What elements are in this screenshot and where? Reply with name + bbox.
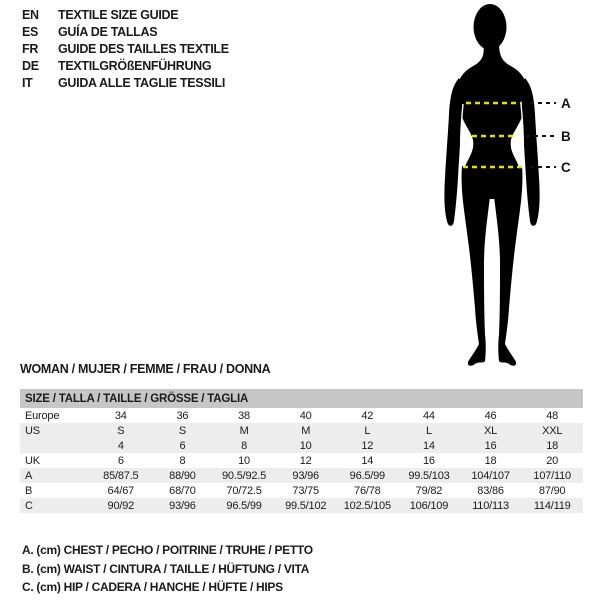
size-cell: 34 xyxy=(114,409,127,422)
size-table-row xyxy=(20,483,583,498)
legend-line: C. (cm) HIP / CADERA / HANCHE / HÜFTE / HIPS xyxy=(22,580,283,594)
size-cell: 68/70 xyxy=(169,484,196,497)
measure-label-c: C xyxy=(561,160,571,175)
size-cell: M xyxy=(301,424,311,437)
size-cell: 90/92 xyxy=(107,499,135,512)
size-cell: 99.5/103 xyxy=(408,469,450,482)
size-cell: 85/87.5 xyxy=(103,469,139,482)
size-cell: 79/82 xyxy=(415,484,443,497)
size-cell: 36 xyxy=(176,409,189,422)
size-table xyxy=(20,389,583,513)
lang-label: GUÍA DE TALLAS xyxy=(58,25,158,39)
size-cell: 6 xyxy=(117,454,124,467)
size-cell: L xyxy=(425,424,432,437)
lang-label: TEXTILE SIZE GUIDE xyxy=(58,8,179,22)
gender-section-heading: WOMAN / MUJER / FEMME / FRAU / DONNA xyxy=(20,362,271,376)
row-label: A xyxy=(25,469,33,482)
size-cell: 93/96 xyxy=(292,469,319,482)
size-table-row xyxy=(20,408,583,423)
language-row xyxy=(22,58,229,75)
size-cell: 12 xyxy=(361,439,374,452)
size-cell: 6 xyxy=(179,439,186,452)
size-cell: 104/107 xyxy=(471,469,510,482)
size-cell: 64/67 xyxy=(107,484,135,497)
language-row xyxy=(22,41,229,58)
size-cell: 10 xyxy=(238,454,250,467)
row-label: Europe xyxy=(25,409,60,422)
size-cell: L xyxy=(364,424,371,437)
size-table-row xyxy=(20,423,583,438)
woman-silhouette xyxy=(444,4,539,366)
size-cell: 96.5/99 xyxy=(349,469,385,482)
lang-code: FR xyxy=(22,42,39,56)
size-cell: 18 xyxy=(484,454,497,467)
size-cell: 76/78 xyxy=(354,484,381,497)
size-table-header-row xyxy=(20,389,583,408)
size-cell: XXL xyxy=(542,424,563,437)
size-cell: 46 xyxy=(484,409,497,422)
language-title-block xyxy=(22,7,229,92)
woman-silhouette-figure xyxy=(418,0,590,376)
row-label xyxy=(20,438,90,453)
row-label: UK xyxy=(25,454,40,467)
lang-code: EN xyxy=(22,8,39,22)
size-cell: 18 xyxy=(546,439,559,452)
size-cell: 4 xyxy=(117,439,124,452)
size-cell: 114/119 xyxy=(533,499,571,512)
size-cell: 87/90 xyxy=(538,484,566,497)
size-cell: 107/110 xyxy=(533,469,571,482)
size-table-row xyxy=(20,438,583,453)
size-cell: 83/86 xyxy=(477,484,504,497)
size-cell: 10 xyxy=(299,439,312,452)
size-cell: 8 xyxy=(179,454,186,467)
size-cell: 42 xyxy=(361,409,374,422)
size-cell: 8 xyxy=(241,439,248,452)
lang-code: IT xyxy=(22,76,33,90)
size-cell: 48 xyxy=(546,409,559,422)
measurement-legend xyxy=(22,541,313,597)
size-cell: 90.5/92.5 xyxy=(222,469,267,482)
lang-label: GUIDE DES TAILLES TEXTILE xyxy=(58,42,229,56)
size-table-row xyxy=(20,498,583,513)
size-cell: XL xyxy=(484,424,498,437)
lang-code: ES xyxy=(22,25,39,39)
size-cell: 20 xyxy=(546,454,559,467)
size-cell: 96.5/99 xyxy=(226,499,262,512)
row-label: US xyxy=(25,424,40,437)
row-label: B xyxy=(25,484,33,497)
size-cell: M xyxy=(239,424,249,437)
size-cell: 70/72.5 xyxy=(226,484,262,497)
language-row xyxy=(22,7,229,24)
row-label: C xyxy=(25,499,33,512)
lang-label: TEXTILGRÖßENFÜHRUNG xyxy=(58,59,212,73)
size-cell: 102.5/105 xyxy=(343,499,391,512)
legend-line: B. (cm) WAIST / CINTURA / TAILLE / HÜFTUNG / VITA xyxy=(22,561,310,576)
size-cell: 106/109 xyxy=(409,499,449,512)
size-figure xyxy=(418,0,590,376)
size-cell: 110/113 xyxy=(472,499,509,512)
size-cell: 99.5/102 xyxy=(285,499,327,512)
size-cell: 93/96 xyxy=(169,499,196,512)
size-cell: 16 xyxy=(423,454,435,467)
size-cell: 14 xyxy=(423,439,435,452)
size-table-row xyxy=(20,453,583,468)
size-table-row xyxy=(20,468,583,483)
size-cell: 38 xyxy=(238,409,250,422)
language-row xyxy=(22,24,229,41)
size-cell: 16 xyxy=(484,439,497,452)
measure-label-a: A xyxy=(561,96,571,111)
size-cell: 14 xyxy=(361,454,374,467)
measure-label-b: B xyxy=(561,129,571,144)
size-cell: S xyxy=(117,424,125,437)
size-table-header: SIZE / TALLA / TAILLE / GRÖSSE / TAGLIA xyxy=(20,389,583,408)
size-cell: 44 xyxy=(423,409,435,422)
size-cell: 88/90 xyxy=(169,469,196,482)
size-cell: 12 xyxy=(299,454,312,467)
size-cell: 40 xyxy=(299,409,312,422)
language-row xyxy=(22,75,229,92)
lang-code: DE xyxy=(22,59,39,73)
size-cell: 73/75 xyxy=(292,484,319,497)
size-cell: S xyxy=(178,424,186,437)
lang-label: GUIDA ALLE TAGLIE TESSILI xyxy=(58,76,226,90)
legend-line: A. (cm) CHEST / PECHO / POITRINE / TRUHE / PETTO xyxy=(22,543,313,557)
